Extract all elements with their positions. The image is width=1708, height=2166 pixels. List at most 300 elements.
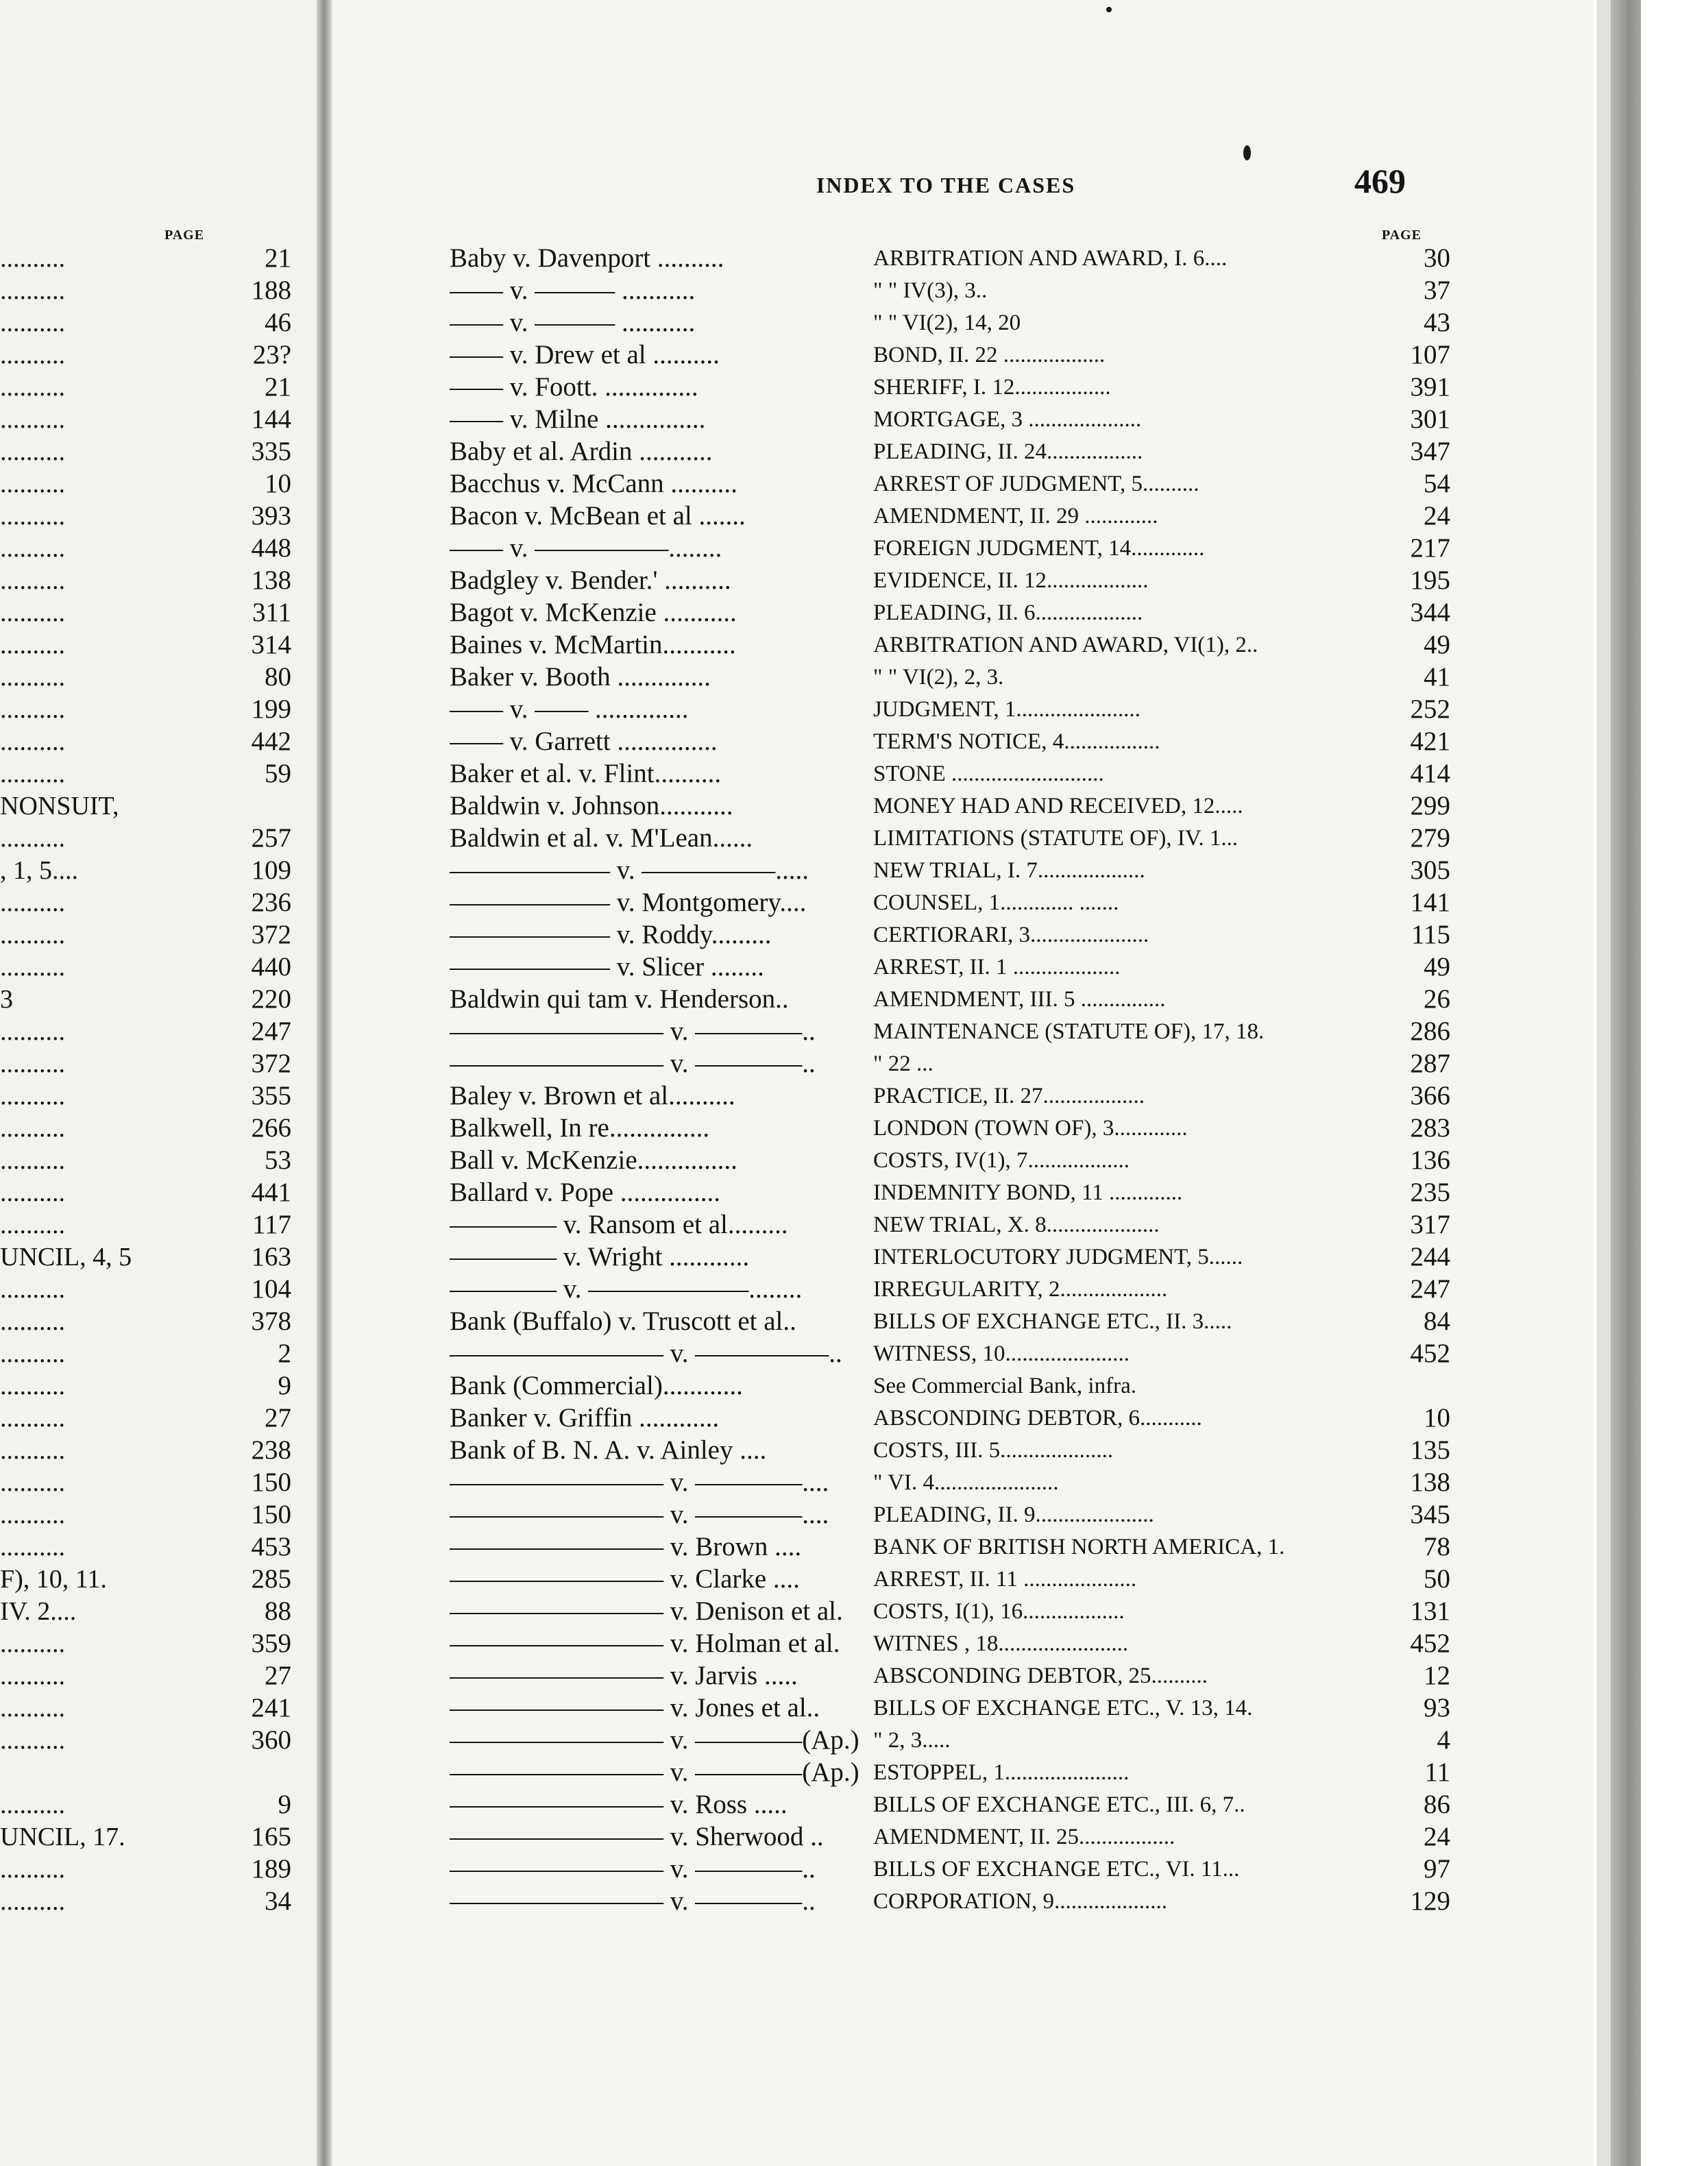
subject-heading: COSTS, III. 5....................	[873, 1438, 1114, 1463]
page-reference: 421	[1410, 727, 1450, 756]
left-page-reference: 23?	[252, 340, 291, 369]
index-entry	[450, 1080, 1450, 1112]
left-entry-fragment: ..........	[0, 598, 65, 627]
case-name: Ballard v. Pope ...............	[450, 1178, 721, 1207]
left-page-reference: 314	[251, 630, 291, 659]
left-page-reference: 2	[278, 1339, 291, 1368]
left-page-reference: 238	[251, 1435, 291, 1465]
case-name: ———————— v. ————....	[450, 1500, 829, 1529]
case-name: —— v. Garrett ...............	[450, 727, 718, 756]
index-entry	[450, 1338, 1450, 1370]
index-entry	[450, 1628, 1450, 1659]
page-reference: 49	[1424, 952, 1450, 982]
page-reference: 452	[1410, 1339, 1450, 1368]
page-reference: 97	[1424, 1854, 1450, 1884]
left-entry-fragment: ..........	[0, 727, 65, 756]
page-reference: 50	[1424, 1564, 1450, 1594]
left-index-entry	[0, 372, 291, 403]
page-reference: 135	[1410, 1435, 1450, 1465]
left-page-reference: 378	[251, 1306, 291, 1336]
index-entry	[450, 500, 1450, 532]
subject-heading: AMENDMENT, II. 29 .............	[873, 504, 1158, 528]
left-page-reference: 442	[251, 727, 291, 756]
left-entry-fragment: ..........	[0, 1629, 65, 1658]
index-entry	[450, 404, 1450, 435]
subject-heading: EVIDENCE, II. 12..................	[873, 568, 1149, 593]
case-name: ———————— v. ————..	[450, 1854, 816, 1884]
left-page-reference: 453	[251, 1532, 291, 1561]
subject-heading: " " VI(2), 14, 20	[873, 311, 1021, 335]
subject-heading: BILLS OF EXCHANGE ETC., II. 3.....	[873, 1309, 1232, 1334]
index-entry	[450, 565, 1450, 596]
left-page-reference: 27	[265, 1661, 291, 1690]
left-page-reference: 220	[251, 984, 291, 1014]
subject-heading: JUDGMENT, 1......................	[873, 697, 1140, 722]
case-name: —————— v. —————.....	[450, 855, 809, 885]
left-index-entry	[0, 1306, 291, 1337]
left-entry-fragment: ..........	[0, 1887, 65, 1916]
subject-heading: " 22 ...	[873, 1051, 934, 1076]
page-reference: 391	[1410, 372, 1450, 402]
subject-heading: FOREIGN JUDGMENT, 14.............	[873, 536, 1205, 561]
case-name: Baldwin qui tam v. Henderson..	[450, 984, 789, 1014]
left-index-entry	[0, 1112, 291, 1144]
left-entry-fragment: ..........	[0, 824, 65, 853]
case-name: ———————— v. Brown ....	[450, 1532, 802, 1561]
left-index-entry	[0, 307, 291, 339]
subject-heading: AMENDMENT, II. 25.................	[873, 1825, 1175, 1849]
left-entry-fragment: ..........	[0, 1694, 65, 1723]
case-name: ———————— v. —————..	[450, 1339, 842, 1368]
subject-heading: AMENDMENT, III. 5 ...............	[873, 987, 1166, 1012]
index-entry	[450, 790, 1450, 822]
left-index-entry	[0, 1692, 291, 1724]
page-reference: 279	[1410, 823, 1450, 853]
left-entry-fragment: ..........	[0, 276, 65, 305]
left-index-entry	[0, 758, 291, 790]
left-index-entry	[0, 339, 291, 371]
subject-heading: BANK OF BRITISH NORTH AMERICA, 1.	[873, 1535, 1285, 1559]
subject-heading: WITNESS, 10......................	[873, 1341, 1130, 1366]
case-name: ———— v. ——————........	[450, 1274, 803, 1304]
index-entry	[450, 1241, 1450, 1273]
page-reference: 131	[1410, 1596, 1450, 1626]
left-index-entry	[0, 1725, 291, 1756]
index-entry	[450, 1757, 1450, 1788]
subject-heading: INTERLOCUTORY JUDGMENT, 5......	[873, 1245, 1243, 1269]
index-entry	[450, 694, 1450, 725]
left-entry-fragment: ..........	[0, 1339, 65, 1368]
left-index-entry	[0, 1274, 291, 1305]
subject-heading: BILLS OF EXCHANGE ETC., V. 13, 14.	[873, 1696, 1253, 1720]
left-index-entry	[0, 1048, 291, 1080]
index-entry	[450, 243, 1450, 274]
subject-heading: " 2, 3.....	[873, 1728, 951, 1753]
left-entry-fragment: ..........	[0, 1726, 65, 1755]
index-entry	[450, 307, 1450, 339]
left-page-reference: 359	[251, 1629, 291, 1658]
subject-heading: ARREST OF JUDGMENT, 5..........	[873, 472, 1199, 496]
left-entry-fragment: ..........	[0, 1500, 65, 1529]
left-page-reference: 34	[265, 1886, 291, 1916]
left-index-entry	[0, 1499, 291, 1531]
index-entry	[450, 758, 1450, 790]
ink-speck	[1106, 7, 1112, 12]
left-entry-fragment: ..........	[0, 1017, 65, 1046]
left-entry-fragment: 3	[0, 985, 13, 1014]
left-page-reference: 109	[251, 855, 291, 885]
left-entry-fragment: ..........	[0, 1790, 65, 1819]
page-reference: 244	[1410, 1242, 1450, 1271]
subject-heading: " " IV(3), 3..	[873, 278, 988, 303]
left-entry-fragment: ..........	[0, 1146, 65, 1175]
subject-heading: CORPORATION, 9....................	[873, 1889, 1168, 1914]
index-entry	[450, 919, 1450, 951]
index-entry	[450, 951, 1450, 983]
left-index-entry	[0, 694, 291, 725]
left-entry-fragment: ..........	[0, 1114, 65, 1143]
left-entry-fragment: UNCIL, 4, 5	[0, 1243, 132, 1271]
subject-heading: MONEY HAD AND RECEIVED, 12.....	[873, 794, 1243, 818]
subject-heading: ARREST, II. 11 ....................	[873, 1567, 1137, 1592]
case-name: ———— v. Wright ............	[450, 1242, 750, 1271]
page-reference: 78	[1424, 1532, 1450, 1561]
case-name: Baby et al. Ardin ...........	[450, 437, 713, 466]
case-name: Bank (Buffalo) v. Truscott et al..	[450, 1306, 796, 1336]
page-reference: 49	[1424, 630, 1450, 659]
page-reference: 283	[1410, 1113, 1450, 1143]
page-reference: 414	[1410, 759, 1450, 788]
subject-heading: BILLS OF EXCHANGE ETC., III. 6, 7..	[873, 1792, 1245, 1817]
left-page-reference: 117	[252, 1210, 291, 1239]
index-entry	[450, 1821, 1450, 1853]
case-name: ———————— v. ————(Ap.)	[450, 1725, 859, 1755]
left-entry-fragment: ..........	[0, 1468, 65, 1497]
index-entry	[450, 1725, 1450, 1756]
left-entry-fragment: ..........	[0, 1533, 65, 1561]
case-name: ———————— v. ————..	[450, 1049, 816, 1078]
left-entry-fragment: ..........	[0, 244, 65, 273]
left-page-reference: 104	[251, 1274, 291, 1304]
subject-heading: PLEADING, II. 24.................	[873, 439, 1143, 464]
page-reference: 4	[1437, 1725, 1450, 1755]
book-gutter	[317, 0, 332, 2166]
index-entry	[450, 1177, 1450, 1208]
left-index-entry	[0, 1467, 291, 1498]
subject-heading: CERTIORARI, 3.....................	[873, 923, 1149, 947]
index-entry	[450, 855, 1450, 886]
left-entry-fragment: , 1, 5....	[0, 856, 78, 885]
index-entry	[450, 1274, 1450, 1305]
left-index-entry	[0, 1563, 291, 1595]
subject-heading: NEW TRIAL, X. 8....................	[873, 1213, 1160, 1237]
left-index-entry	[0, 1145, 291, 1176]
left-entry-fragment: ..........	[0, 1855, 65, 1884]
page-reference: 344	[1410, 598, 1450, 627]
subject-heading: PLEADING, II. 6...................	[873, 600, 1143, 625]
page-edge-shadow	[1597, 0, 1611, 2166]
left-entry-fragment: ..........	[0, 631, 65, 659]
case-name: ———————— v. Clarke ....	[450, 1564, 800, 1594]
left-index-entry	[0, 1177, 291, 1208]
case-name: Baldwin et al. v. M'Lean......	[450, 823, 753, 853]
left-index-entry	[0, 1886, 291, 1917]
subject-heading: BOND, II. 22 ..................	[873, 343, 1106, 367]
page-reference: 301	[1410, 404, 1450, 434]
page-reference: 345	[1410, 1500, 1450, 1529]
case-name: —————— v. Montgomery....	[450, 888, 807, 917]
left-entry-fragment: ..........	[0, 405, 65, 434]
index-entry	[450, 1499, 1450, 1531]
index-entry	[450, 1209, 1450, 1241]
left-page-reference: 188	[251, 276, 291, 305]
subject-heading: " VI. 4......................	[873, 1470, 1059, 1495]
left-index-entry	[0, 1789, 291, 1821]
left-index-entry	[0, 500, 291, 532]
left-index-entry	[0, 823, 291, 854]
left-index-entry	[0, 855, 291, 886]
left-page-reference: 21	[265, 372, 291, 402]
index-entry	[450, 1402, 1450, 1434]
case-name: ———————— v. Jones et al..	[450, 1693, 820, 1723]
left-index-entry	[0, 1531, 291, 1563]
left-page-reference: 360	[251, 1725, 291, 1755]
index-entry	[450, 823, 1450, 854]
book-edge-shadow	[1611, 0, 1641, 2166]
index-entry	[450, 1145, 1450, 1176]
case-name: —— v. ——— ...........	[450, 308, 696, 337]
left-index-entry	[0, 1757, 291, 1788]
left-index-entry	[0, 1821, 291, 1853]
left-page-reference: 372	[251, 920, 291, 949]
left-entry-fragment: ..........	[0, 1662, 65, 1690]
left-page-reference: 80	[265, 662, 291, 692]
left-page-reference: 165	[251, 1822, 291, 1851]
left-index-entry	[0, 1370, 291, 1402]
subject-heading: STONE ...........................	[873, 762, 1104, 786]
page-reference: 54	[1424, 469, 1450, 498]
subject-heading: NEW TRIAL, I. 7...................	[873, 858, 1145, 883]
page-reference: 93	[1424, 1693, 1450, 1723]
case-name: —— v. —— ..............	[450, 694, 689, 724]
page-reference: 11	[1424, 1757, 1450, 1787]
subject-heading: LIMITATIONS (STATUTE OF), IV. 1...	[873, 826, 1239, 851]
left-index-entry	[0, 1080, 291, 1112]
case-name: Baker et al. v. Flint..........	[450, 759, 722, 788]
index-entry	[450, 1853, 1450, 1885]
case-name: Bacon v. McBean et al .......	[450, 501, 746, 531]
page-reference: 41	[1424, 662, 1450, 692]
left-page-reference: 440	[251, 952, 291, 982]
left-entry-fragment: ..........	[0, 1436, 65, 1465]
page-reference: 347	[1410, 437, 1450, 466]
case-name: ———————— v. Jarvis .....	[450, 1661, 798, 1690]
left-entry-fragment: ..........	[0, 1275, 65, 1304]
left-page-reference: 199	[251, 694, 291, 724]
left-entry-fragment: ..........	[0, 373, 65, 402]
index-entry	[450, 1112, 1450, 1144]
case-name: Balkwell, In re...............	[450, 1113, 710, 1143]
left-index-entry	[0, 565, 291, 596]
subject-heading: ARBITRATION AND AWARD, VI(1), 2..	[873, 633, 1258, 657]
left-index-entry	[0, 1241, 291, 1273]
left-index-entry	[0, 629, 291, 661]
case-name: Banker v. Griffin ............	[450, 1403, 720, 1433]
index-entry	[450, 1370, 1450, 1402]
left-page-reference: 448	[251, 533, 291, 563]
page-reference: 195	[1410, 565, 1450, 595]
subject-heading: WITNES , 18.......................	[873, 1631, 1129, 1656]
page-reference: 287	[1410, 1049, 1450, 1078]
left-page-reference: 53	[265, 1145, 291, 1175]
page-reference: 24	[1424, 1822, 1450, 1851]
left-entry-fragment: ..........	[0, 888, 65, 917]
left-page-reference: 21	[265, 243, 291, 273]
subject-heading: MAINTENANCE (STATUTE OF), 17, 18.	[873, 1019, 1265, 1044]
left-index-entry	[0, 1209, 291, 1241]
subject-heading: TERM'S NOTICE, 4.................	[873, 729, 1160, 754]
left-entry-fragment: IV. 2....	[0, 1597, 77, 1626]
page-reference: 43	[1424, 308, 1450, 337]
left-entry-fragment: ..........	[0, 663, 65, 692]
left-entry-fragment: ..........	[0, 502, 65, 531]
case-name: Ball v. McKenzie...............	[450, 1145, 737, 1175]
left-index-entry	[0, 468, 291, 500]
subject-heading: BILLS OF EXCHANGE ETC., VI. 11...	[873, 1857, 1240, 1882]
left-page-reference: 10	[265, 469, 291, 498]
page-reference: 136	[1410, 1145, 1450, 1175]
left-page-reference: 88	[265, 1596, 291, 1626]
left-entry-fragment: ..........	[0, 921, 65, 949]
left-index-entry	[0, 404, 291, 435]
left-entry-fragment: ..........	[0, 1307, 65, 1336]
left-entry-fragment: F), 10, 11.	[0, 1565, 107, 1594]
case-name: Baker v. Booth ..............	[450, 662, 711, 692]
left-index-entry	[0, 790, 291, 822]
page-reference: 26	[1424, 984, 1450, 1014]
index-entry	[450, 1660, 1450, 1692]
page-reference: 366	[1410, 1081, 1450, 1110]
page-reference: 10	[1424, 1403, 1450, 1433]
left-page-reference: 163	[251, 1242, 291, 1271]
left-page-reference: 9	[278, 1371, 291, 1400]
left-page-reference: 441	[251, 1178, 291, 1207]
page-reference: 299	[1410, 791, 1450, 820]
right-page-column-label: PAGE	[1382, 228, 1422, 243]
left-entry-fragment: ..........	[0, 953, 65, 982]
left-entry-fragment: ..........	[0, 437, 65, 466]
subject-heading: PLEADING, II. 9.....................	[873, 1502, 1154, 1527]
subject-heading: ESTOPPEL, 1......................	[873, 1760, 1130, 1785]
left-entry-fragment: ..........	[0, 1049, 65, 1078]
subject-heading: PRACTICE, II. 27..................	[873, 1084, 1145, 1108]
left-entry-fragment: ..........	[0, 566, 65, 595]
left-page-reference: 144	[251, 404, 291, 434]
left-entry-fragment: ..........	[0, 308, 65, 337]
subject-heading: ABSCONDING DEBTOR, 25..........	[873, 1664, 1208, 1688]
case-name: Baby v. Davenport ..........	[450, 243, 724, 273]
case-name: ———————— v. ————(Ap.)	[450, 1757, 859, 1787]
index-entry	[450, 661, 1450, 693]
page-reference: 84	[1424, 1306, 1450, 1336]
case-name: Bank (Commercial)............	[450, 1371, 743, 1400]
index-entry	[450, 1596, 1450, 1627]
left-entry-fragment: UNCIL, 17.	[0, 1823, 125, 1851]
page-reference: 286	[1410, 1017, 1450, 1046]
case-name: ———————— v. ————....	[450, 1468, 829, 1497]
left-index-entry	[0, 1402, 291, 1434]
case-name: ———————— v. Sherwood ..	[450, 1822, 824, 1851]
left-entry-fragment: NONSUIT,	[0, 792, 119, 820]
left-page-reference: 257	[251, 823, 291, 853]
left-index-entry	[0, 533, 291, 564]
left-index-entry	[0, 243, 291, 274]
left-page-reference: 9	[278, 1790, 291, 1819]
page-reference: 129	[1410, 1886, 1450, 1916]
subject-heading: MORTGAGE, 3 ....................	[873, 407, 1142, 432]
page-reference: 107	[1410, 340, 1450, 369]
left-page-reference: 372	[251, 1049, 291, 1078]
left-index-entry	[0, 919, 291, 951]
index-entry	[450, 1048, 1450, 1080]
case-name: —— v. —————........	[450, 533, 722, 563]
left-page-reference: 27	[265, 1403, 291, 1433]
page-reference	[1389, 1370, 1450, 1402]
case-name: Bank of B. N. A. v. Ainley ....	[450, 1435, 767, 1465]
subject-heading: SHERIFF, I. 12.................	[873, 375, 1111, 400]
left-page-reference: 46	[265, 308, 291, 337]
index-entry	[450, 629, 1450, 661]
page-reference: 252	[1410, 694, 1450, 724]
left-page-reference: 236	[251, 888, 291, 917]
left-index-entry	[0, 597, 291, 629]
ink-speck	[1243, 145, 1251, 160]
page-reference: 12	[1424, 1661, 1450, 1690]
index-entry	[450, 1467, 1450, 1498]
page-reference: 37	[1424, 276, 1450, 305]
left-page-reference: 189	[251, 1854, 291, 1884]
left-index-entry	[0, 436, 291, 467]
index-entry	[450, 1563, 1450, 1595]
case-name: ———————— v. Denison et al.	[450, 1596, 843, 1626]
left-page-reference: 241	[251, 1693, 291, 1723]
left-index-entry	[0, 951, 291, 983]
page-number: 469	[1354, 162, 1406, 200]
left-page-column-label: PAGE	[164, 228, 205, 243]
index-entry	[450, 1306, 1450, 1337]
page-reference: 24	[1424, 501, 1450, 531]
index-entry	[450, 1692, 1450, 1724]
subject-heading: INDEMNITY BOND, 11 .............	[873, 1180, 1183, 1205]
subject-heading: COSTS, IV(1), 7..................	[873, 1148, 1130, 1173]
case-name: Baines v. McMartin...........	[450, 630, 736, 659]
page-reference: 115	[1411, 920, 1450, 949]
left-index-entry	[0, 1853, 291, 1885]
index-entry	[450, 468, 1450, 500]
page-reference: 305	[1410, 855, 1450, 885]
case-name: ———————— v. Ross .....	[450, 1790, 788, 1819]
left-index-entry	[0, 661, 291, 693]
left-index-entry	[0, 275, 291, 306]
left-page-reference: 311	[252, 598, 291, 627]
case-name: ———————— v. ————..	[450, 1017, 816, 1046]
page-reference: 141	[1410, 888, 1450, 917]
case-name: ———— v. Ransom et al.........	[450, 1210, 788, 1239]
page-reference: 317	[1410, 1210, 1450, 1239]
case-name: —— v. Milne ...............	[450, 404, 706, 434]
left-entry-fragment: ..........	[0, 341, 65, 369]
left-page	[0, 0, 317, 2166]
